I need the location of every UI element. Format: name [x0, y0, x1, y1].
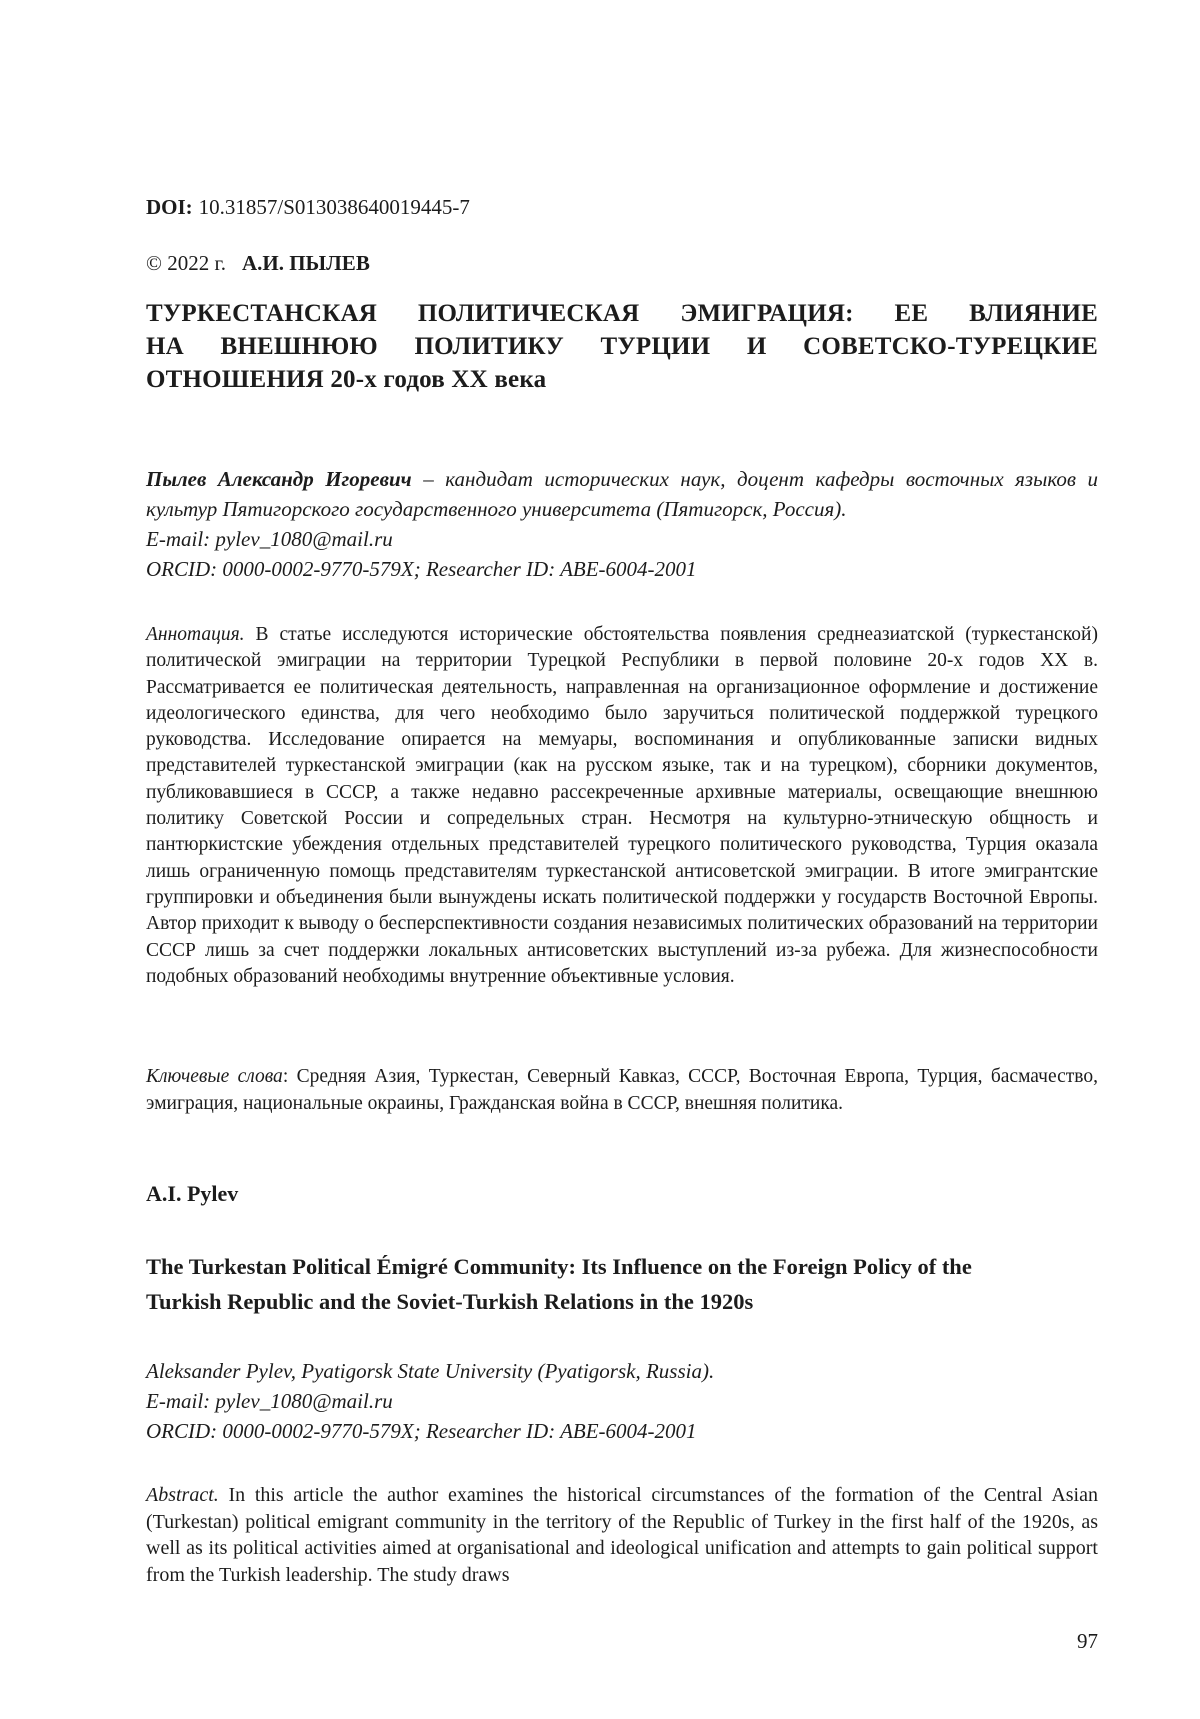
article-title-ru-line-2: НА ВНЕШНЮЮ ПОЛИТИКУ ТУРЦИИ И СОВЕТСКО-ТУРЕЦКИЕ	[146, 333, 1098, 360]
article-title-ru-line-1: ТУРКЕСТАНСКАЯ ПОЛИТИЧЕСКАЯ ЭМИГРАЦИЯ: ЕЕ ВЛИЯНИЕ	[146, 300, 1098, 327]
abstract-label: Abstract.	[146, 1484, 219, 1506]
article-title-en-line-2: Turkish Republic and the Soviet-Turkish Relations in the 1920s	[146, 1289, 754, 1314]
page-number: 97	[1077, 1629, 1098, 1653]
author-bio-ru	[146, 464, 1098, 524]
author-orcid-en: ORCID: 0000-0002-9770-579X; Researcher ID: ABE-6004-2001	[146, 1419, 697, 1443]
doi-value: 10.31857/S013038640019445-7	[198, 195, 470, 219]
keywords-text: : Средняя Азия, Туркестан, Северный Кавказ, СССР, Восточная Европа, Турция, басмачество, эмиграция, национальные окраины, Гражданская война в СССР, внешняя политика.	[146, 1066, 1098, 1114]
author-email-en: E-mail: pylev_1080@mail.ru	[146, 1389, 393, 1413]
author-bio-en: Aleksander Pylev, Pyatigorsk State University (Pyatigorsk, Russia).	[146, 1359, 715, 1383]
annotation-text: В статье исследуются исторические обстоятельства появления среднеазиатской (туркестанской) политической эмиграции на территории Турецкой Республики в первой половине 20-х годов XX в. Рассматривается ее политическая деятельность, направленная на организационное оформление и достижение идеологического единства, для чего необходимо было заручиться политической поддержкой турецкого руководства. Исследование опирается на мемуары, воспоминания и опубликованные записки видных представителей туркестанской эмиграции (как на русском языке, так и на турецком), сборники документов, публиковавшиеся в СССР, а также недавно рассекреченные архивные материалы, освещающие внешнюю политику Советской России и сопредельных стран. Несмотря на культурно-этническую общность и пантюркистские убеждения отдельных представителей турецкого политического руководства, Турция оказала лишь ограниченную помощь представителям туркестанской антисоветской эмиграции. В итоге эмигрантские группировки и объединения были вынуждены искать политической поддержки у государств Восточной Европы. Автор приходит к выводу о бесперспективности создания независимых политических образований на территории СССР лишь за счет поддержки локальных антисоветских выступлений из-за рубежа. Для жизнеспособности подобных образований необходимы внутренние объективные условия.	[146, 624, 1098, 987]
author-bio-ru-text: – кандидат исторических наук, доцент кафедры восточных языков и культур Пятигорского государственного университета (Пятигорск, Россия).	[146, 467, 1098, 521]
annotation-label: Аннотация.	[146, 624, 245, 645]
keywords-label: Ключевые слова	[146, 1066, 283, 1087]
doi-line	[146, 195, 1098, 220]
author-affiliation-en	[146, 1356, 1098, 1446]
article-title-ru-line-3: ОТНОШЕНИЯ 20-х годов XX века	[146, 366, 547, 393]
copyright-year: © 2022 г.	[146, 251, 226, 275]
copyright-author-name: А.И. ПЫЛЕВ	[241, 251, 370, 275]
abstract-paragraph	[146, 1482, 1098, 1588]
author-email-ru: E-mail: pylev_1080@mail.ru	[146, 527, 393, 551]
doi-label: DOI:	[146, 195, 193, 219]
author-name-en: A.I. Pylev	[146, 1181, 239, 1206]
copyright-line	[146, 251, 1098, 276]
author-affiliation-ru	[146, 464, 1098, 584]
article-title-en	[146, 1249, 1098, 1319]
annotation-paragraph	[146, 622, 1098, 990]
keywords-paragraph	[146, 1064, 1098, 1117]
author-name-ru: Пылев Александр Игоревич	[146, 467, 412, 491]
author-orcid-ru: ORCID: 0000-0002-9770-579X; Researcher ID: ABE-6004-2001	[146, 557, 697, 581]
article-title-ru	[146, 297, 1098, 396]
abstract-text: In this article the author examines the historical circumstances of the formation of the Central Asian (Turkestan) political emigrant community in the territory of the Republic of Turkey in the first half of the 1920s, as well as its political activities aimed at organisational and ideological unification and attempts to gain political support from the Turkish leadership. The study draws	[146, 1484, 1098, 1586]
article-title-en-line-1: The Turkestan Political Émigré Community: Its Influence on the Foreign Policy of the	[146, 1254, 972, 1279]
